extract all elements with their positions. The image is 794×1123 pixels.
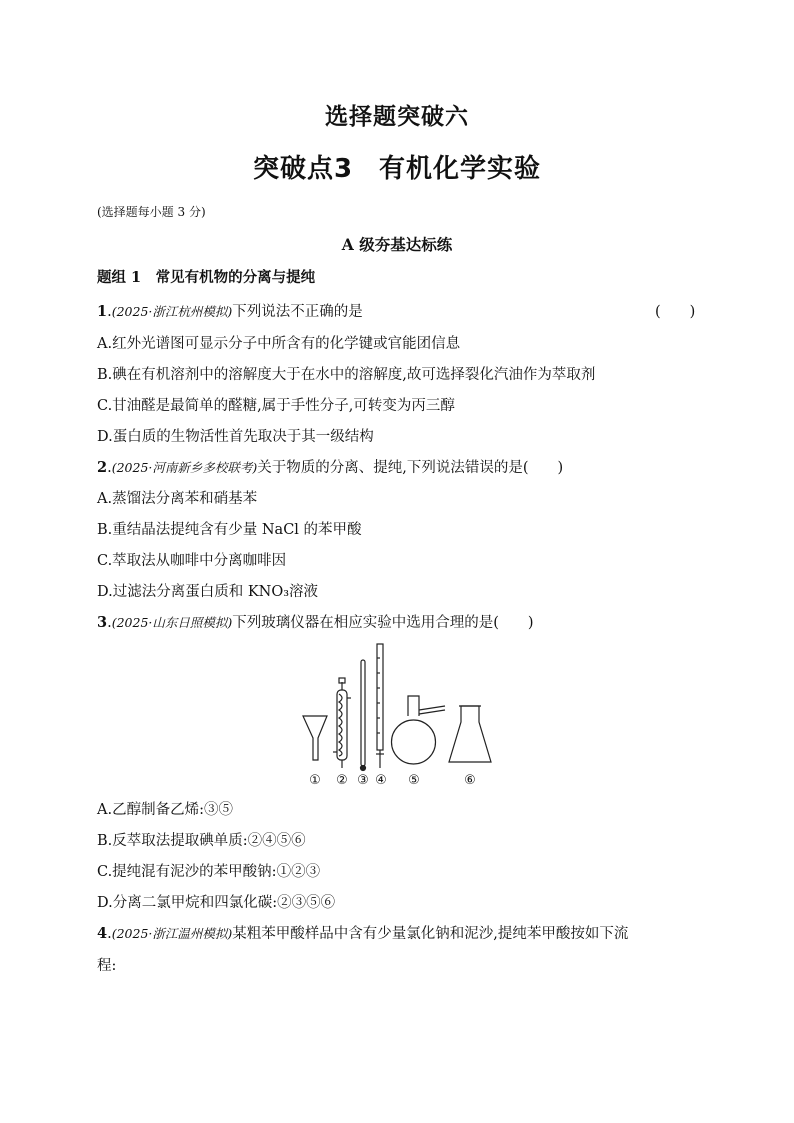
option-c: C.甘油醛是最简单的醛糖,属于手性分子,可转变为丙三醇 [97,398,455,414]
option-b: B.碘在有机溶剂中的溶解度大于在水中的溶解度,故可选择裂化汽油作为萃取剂 [97,367,596,383]
figure-label-1: ① [309,773,321,788]
question-number: 3 [97,614,108,631]
option-a: A.红外光谱图可显示分子中所含有的化学键或官能团信息 [97,336,461,352]
subtitle-topic: 有机化学实验 [379,154,542,184]
option-b: B.反萃取法提取碘单质:②④⑤⑥ [97,833,306,849]
option-b: B.重结晶法提纯含有少量 NaCl 的苯甲酸 [97,522,362,538]
thermometer-icon [361,660,366,771]
question-2-stem: 2.(2025·河南新乡多校联考)关于物质的分离、提纯,下列说法错误的是( ) [97,459,564,476]
funnel-icon [303,716,327,760]
condenser-icon [333,678,351,768]
conical-flask-icon [449,706,491,762]
burette-icon [376,644,384,768]
option-d: D.分离二氯甲烷和四氯化碳:②③⑤⑥ [97,895,336,911]
question-source: (2025·浙江温州模拟) [111,926,233,941]
question-number: 4 [97,925,108,942]
question-1-stem: 1.(2025·浙江杭州模拟)下列说法不正确的是 [97,303,363,320]
figure-label-6: ⑥ [464,773,476,788]
page-title: 选择题突破六 [325,104,469,130]
question-source: (2025·山东日照模拟) [111,615,233,630]
glassware-figure [295,638,505,790]
figure-label-2: ② [336,773,348,788]
subtitle-label: 突破点 [252,154,334,184]
option-d: D.蛋白质的生物活性首先取决于其一级结构 [97,429,374,445]
question-source: (2025·浙江杭州模拟) [111,304,233,319]
question-text: 关于物质的分离、提纯,下列说法错误的是( ) [257,460,564,476]
page-subtitle [0,148,794,185]
figure-label-5: ⑤ [408,773,420,788]
question-4-stem: 4.(2025·浙江温州模拟)某粗苯甲酸样品中含有少量氯化钠和泥沙,提纯苯甲酸按如下流 [97,925,629,942]
option-c: C.提纯混有泥沙的苯甲酸钠:①②③ [97,864,321,880]
group-title: 题组 1 常见有机物的分离与提纯 [97,269,316,286]
level-title: A 级夯基达标练 [341,235,453,254]
answer-bracket: ( ) [655,304,696,320]
question-number: 2 [97,459,108,476]
question-text: 下列玻璃仪器在相应实验中选用合理的是( ) [232,615,534,631]
subtitle-number: 3 [333,154,354,184]
option-d: D.过滤法分离蛋白质和 KNO₃溶液 [97,584,319,600]
distilling-flask-icon [392,696,446,764]
question-text: 下列说法不正确的是 [232,304,363,320]
question-text: 某粗苯甲酸样品中含有少量氯化钠和泥沙,提纯苯甲酸按如下流 [232,926,629,942]
figure-label-4: ④ [375,773,387,788]
question-4-stem-continued: 程: [97,958,117,974]
question-3-stem: 3.(2025·山东日照模拟)下列玻璃仪器在相应实验中选用合理的是( ) [97,614,534,631]
question-number: 1 [97,303,108,320]
score-note: (选择题每小题 3 分) [97,205,206,219]
question-source: (2025·河南新乡多校联考) [111,460,258,475]
figure-label-3: ③ [357,773,369,788]
option-c: C.萃取法从咖啡中分离咖啡因 [97,553,287,569]
option-a: A.乙醇制备乙烯:③⑤ [97,802,233,818]
option-a: A.蒸馏法分离苯和硝基苯 [97,491,258,507]
